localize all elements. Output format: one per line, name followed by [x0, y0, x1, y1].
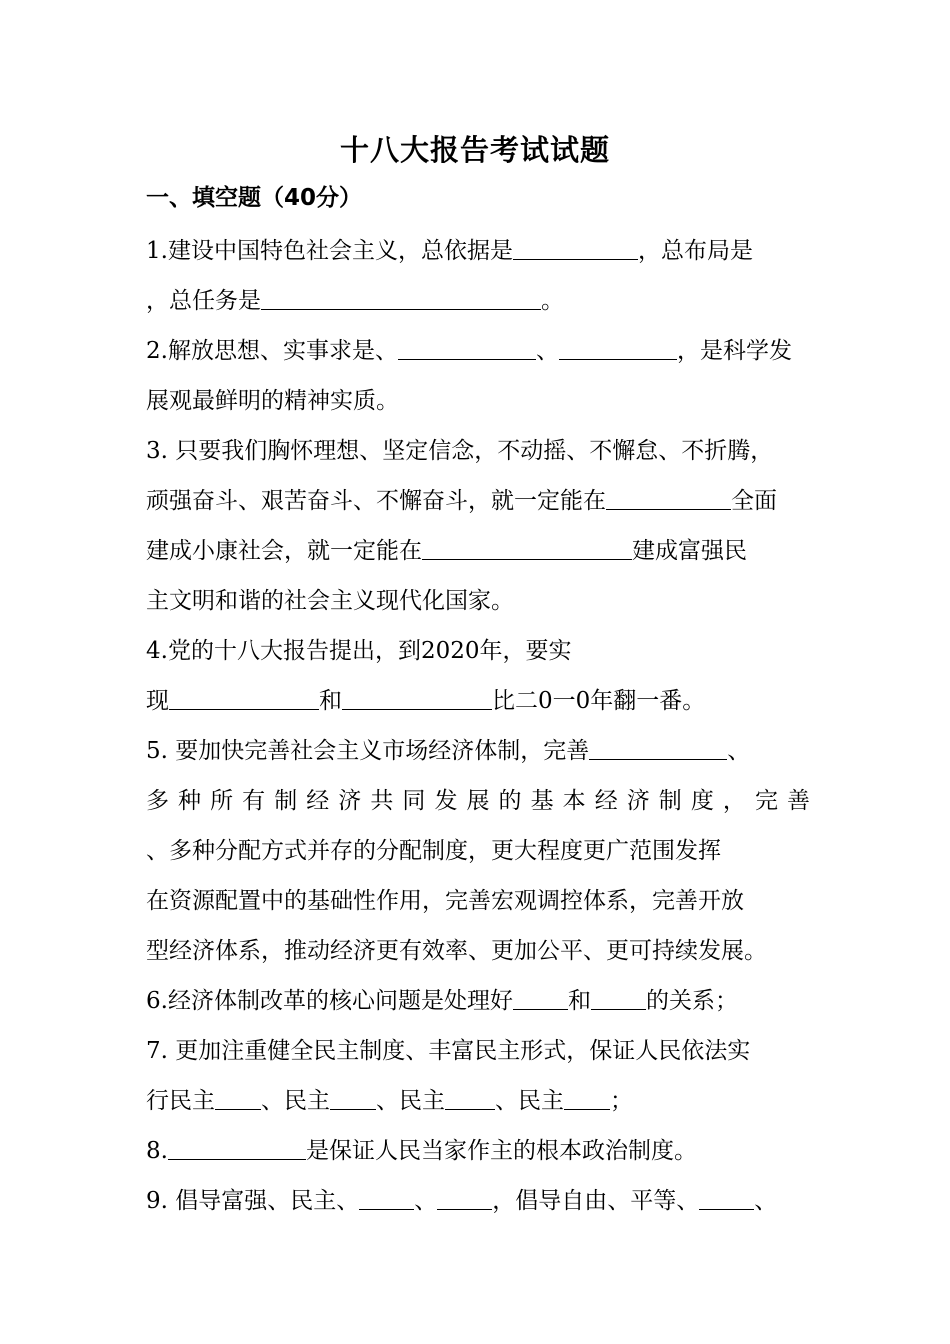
question-2-line-2: 展观最鲜明的精神实质。: [146, 388, 399, 414]
question-1-line-2: [146, 276, 810, 326]
q9-text-b: 、: [414, 1188, 438, 1214]
q9-text-c: ，倡导自由、平等、: [492, 1188, 700, 1214]
answer-blank: [215, 1079, 261, 1110]
question-7-line-2: [146, 1076, 810, 1126]
question-5-line-2: 多种所有制经济共同发展的基本经济制度，完善: [146, 788, 810, 814]
q3-text-b: 全面: [731, 488, 777, 514]
question-7-line-1: 7. 更加注重健全民主制度、丰富民主形式，保证人民依法实: [146, 1038, 751, 1064]
section-heading: 一、填空题（40分）: [146, 185, 363, 211]
q3-text-c: 建成小康社会，就一定能在: [146, 538, 422, 564]
q7-text-a: 行民主: [146, 1088, 215, 1114]
q1-text-d: 。: [541, 288, 564, 314]
answer-blank: [559, 329, 677, 360]
q7-text-b: 、民主: [261, 1088, 330, 1114]
q3-text-a: 顽强奋斗、艰苦奋斗、不懈奋斗，就一定能在: [146, 488, 606, 514]
q1-text-a: 1.建设中国特色社会主义，总依据是: [146, 238, 513, 264]
q5-text-b: 、: [727, 738, 751, 764]
answer-blank: [330, 1079, 376, 1110]
q2-text-b: 、: [535, 338, 559, 364]
question-9: [146, 1176, 810, 1226]
q9-text-a: 9. 倡导富强、民主、: [146, 1188, 360, 1214]
q2-text-a: 2.解放思想、实事求是、: [146, 338, 398, 364]
q9-text-d: 、: [754, 1188, 778, 1214]
answer-blank: [359, 1179, 414, 1210]
answer-blank: [564, 1079, 610, 1110]
answer-blank: [437, 1179, 492, 1210]
question-6: [146, 976, 810, 1026]
q4-text-c: 比二0一0年翻一番。: [492, 688, 706, 714]
q4-text-a: 现: [146, 688, 169, 714]
answer-blank: [699, 1179, 754, 1210]
question-3-line-4: 主文明和谐的社会主义现代化国家。: [146, 588, 514, 614]
q8-text-b: 是保证人民当家作主的根本政治制度。: [305, 1138, 697, 1164]
question-4-line-1: 4.党的十八大报告提出，到2020年，要实: [146, 638, 572, 664]
q5-text-a: 5. 要加快完善社会主义市场经济体制，完善: [146, 738, 590, 764]
question-3-line-1: 3. 只要我们胸怀理想、坚定信念，不动摇、不懈怠、不折腾，: [146, 438, 774, 464]
question-3-line-3: [146, 526, 810, 576]
question-5-line-4: 在资源配置中的基础性作用，完善宏观调控体系，完善开放: [146, 888, 744, 914]
q7-text-d: 、民主: [495, 1088, 564, 1114]
answer-blank: [513, 979, 568, 1010]
question-8: [146, 1126, 810, 1176]
q3-text-d: 建成富强民: [632, 538, 747, 564]
answer-blank: [398, 329, 536, 360]
answer-blank: [591, 979, 646, 1010]
q7-text-c: 、民主: [376, 1088, 445, 1114]
question-2-line-1: [146, 326, 810, 376]
answer-blank: [422, 529, 632, 560]
q4-text-b: 和: [319, 688, 342, 714]
answer-blank: [445, 1079, 495, 1110]
q6-text-c: 的关系；: [645, 988, 738, 1014]
question-3-line-2: [146, 476, 810, 526]
answer-blank: [606, 479, 731, 510]
q7-text-e: ；: [610, 1088, 633, 1114]
question-5-line-5: 型经济体系，推动经济更有效率、更加公平、更可持续发展。: [146, 938, 767, 964]
question-1-line-1: [146, 226, 810, 276]
answer-blank: [513, 229, 638, 260]
page-title: 十八大报告考试试题: [339, 133, 610, 167]
answer-blank: [168, 1129, 306, 1160]
q1-text-c: ，总任务是: [146, 288, 261, 314]
q8-text-a: 8.: [146, 1138, 168, 1164]
question-5-line-1: [146, 726, 810, 776]
question-4-line-2: [146, 676, 810, 726]
answer-blank: [589, 729, 727, 760]
q1-text-b: ，总布局是: [637, 238, 753, 264]
answer-blank: [261, 279, 541, 310]
question-5-line-3: 、多种分配方式并存的分配制度，更大程度更广范围发挥: [146, 838, 721, 864]
q6-text-b: 和: [567, 988, 591, 1014]
answer-blank: [342, 679, 492, 710]
answer-blank: [169, 679, 319, 710]
q6-text-a: 6.经济体制改革的核心问题是处理好: [146, 988, 513, 1014]
q2-text-c: ，是科学发: [676, 338, 792, 364]
